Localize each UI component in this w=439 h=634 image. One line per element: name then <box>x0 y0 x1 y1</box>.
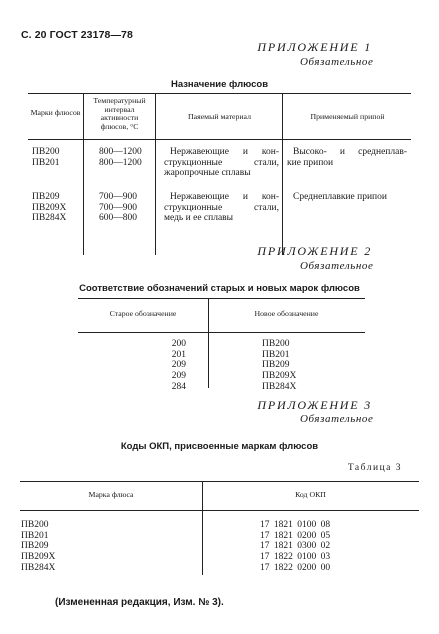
solder-cell: Среднеплавкие припои <box>293 192 387 202</box>
col-header-new: Новое обозначение <box>254 309 319 318</box>
old-cell: 201 <box>171 349 186 360</box>
grade-cell: ПВ201 <box>21 530 49 541</box>
col-header-old: Старое обозначение <box>109 309 177 318</box>
temp-cell: 800—1200 <box>99 147 142 157</box>
old-cell: 284 <box>171 381 186 392</box>
code-cell: 17 1821 0200 05 <box>260 530 331 541</box>
old-cell: 200 <box>171 339 186 349</box>
appendix1-title: ПРИЛОЖЕНИЕ 1 <box>257 40 372 54</box>
new-cell: ПВ200 <box>262 339 290 349</box>
grade-list <box>21 520 55 574</box>
temp-cell: 700—900 <box>99 202 137 213</box>
grade-cell: ПВ200 <box>32 147 60 157</box>
appendix2-status: Обязательное <box>300 260 374 272</box>
new-list <box>262 339 296 393</box>
col-header-grades: Марки флюсов <box>30 108 81 117</box>
new-cell: ПВ209Х <box>262 371 297 382</box>
new-cell: ПВ201 <box>262 349 290 360</box>
table-number: Таблица 3 <box>347 463 402 473</box>
code-list <box>260 520 330 574</box>
appendix1-table-title: Назначение флюсов <box>170 79 269 90</box>
amendment-note: (Измененная редакция, Изм. № 3). <box>55 597 224 608</box>
old-cell: 209 <box>171 371 186 382</box>
grade-cell: ПВ209 <box>32 192 60 202</box>
col-header-code: Код ОКП <box>295 490 326 499</box>
temp-cells <box>99 147 142 168</box>
table-row <box>32 147 59 168</box>
appendix3-table-title: Коды ОКП, присвоенные маркам флюсов <box>120 441 319 452</box>
appendix2-title: ПРИЛОЖЕНИЕ 2 <box>257 244 372 258</box>
material-cell: Нержавеющие и кон- струкционные стали, медь и ее сплавы <box>164 192 279 224</box>
old-list <box>130 339 186 393</box>
appendix3-title: ПРИЛОЖЕНИЕ 3 <box>257 398 372 412</box>
grade-cell: ПВ284Х <box>21 562 56 573</box>
code-cell: 17 1821 0300 02 <box>260 541 331 552</box>
grade-cell: ПВ209Х <box>32 202 67 213</box>
old-cell: 209 <box>171 360 186 371</box>
appendix2-table-title: Соответствие обозначений старых и новых марок флюсов <box>79 283 360 294</box>
col-header-material: Паяемый материал <box>188 112 251 121</box>
grade-cell: ПВ209Х <box>21 552 56 563</box>
material-cell: Нержавеющие и кон- струкционные стали, жаропрочные сплавы <box>164 147 279 179</box>
appendix3-status: Обязательное <box>300 413 374 425</box>
grade-cell: ПВ284Х <box>32 213 67 224</box>
temp-cell: 700—900 <box>99 192 137 202</box>
code-cell: 17 1821 0100 08 <box>260 520 331 530</box>
col-header-grade: Марка флюса <box>88 490 134 499</box>
grade-cell: ПВ200 <box>21 520 49 530</box>
col-header-temp: Температурный интервал активности флюсов, °С <box>93 96 146 132</box>
code-cell: 17 1822 0100 03 <box>260 552 331 563</box>
table-row <box>32 192 66 224</box>
temp-cell: 600—800 <box>99 213 137 224</box>
temp-cell: 800—1200 <box>99 157 142 168</box>
solder-cell: Высоко- и среднеплав- кие припои <box>287 147 407 168</box>
grade-cell: ПВ209 <box>21 541 49 552</box>
temp-cells <box>99 192 137 224</box>
col-header-solder: Применяемый припой <box>310 112 385 121</box>
grade-cell: ПВ201 <box>32 157 60 168</box>
appendix1-status: Обязательное <box>300 56 374 68</box>
page-header: С. 20 ГОСТ 23178—78 <box>21 29 133 41</box>
new-cell: ПВ209 <box>262 360 290 371</box>
new-cell: ПВ284Х <box>262 381 297 392</box>
code-cell: 17 1822 0200 00 <box>260 562 331 573</box>
